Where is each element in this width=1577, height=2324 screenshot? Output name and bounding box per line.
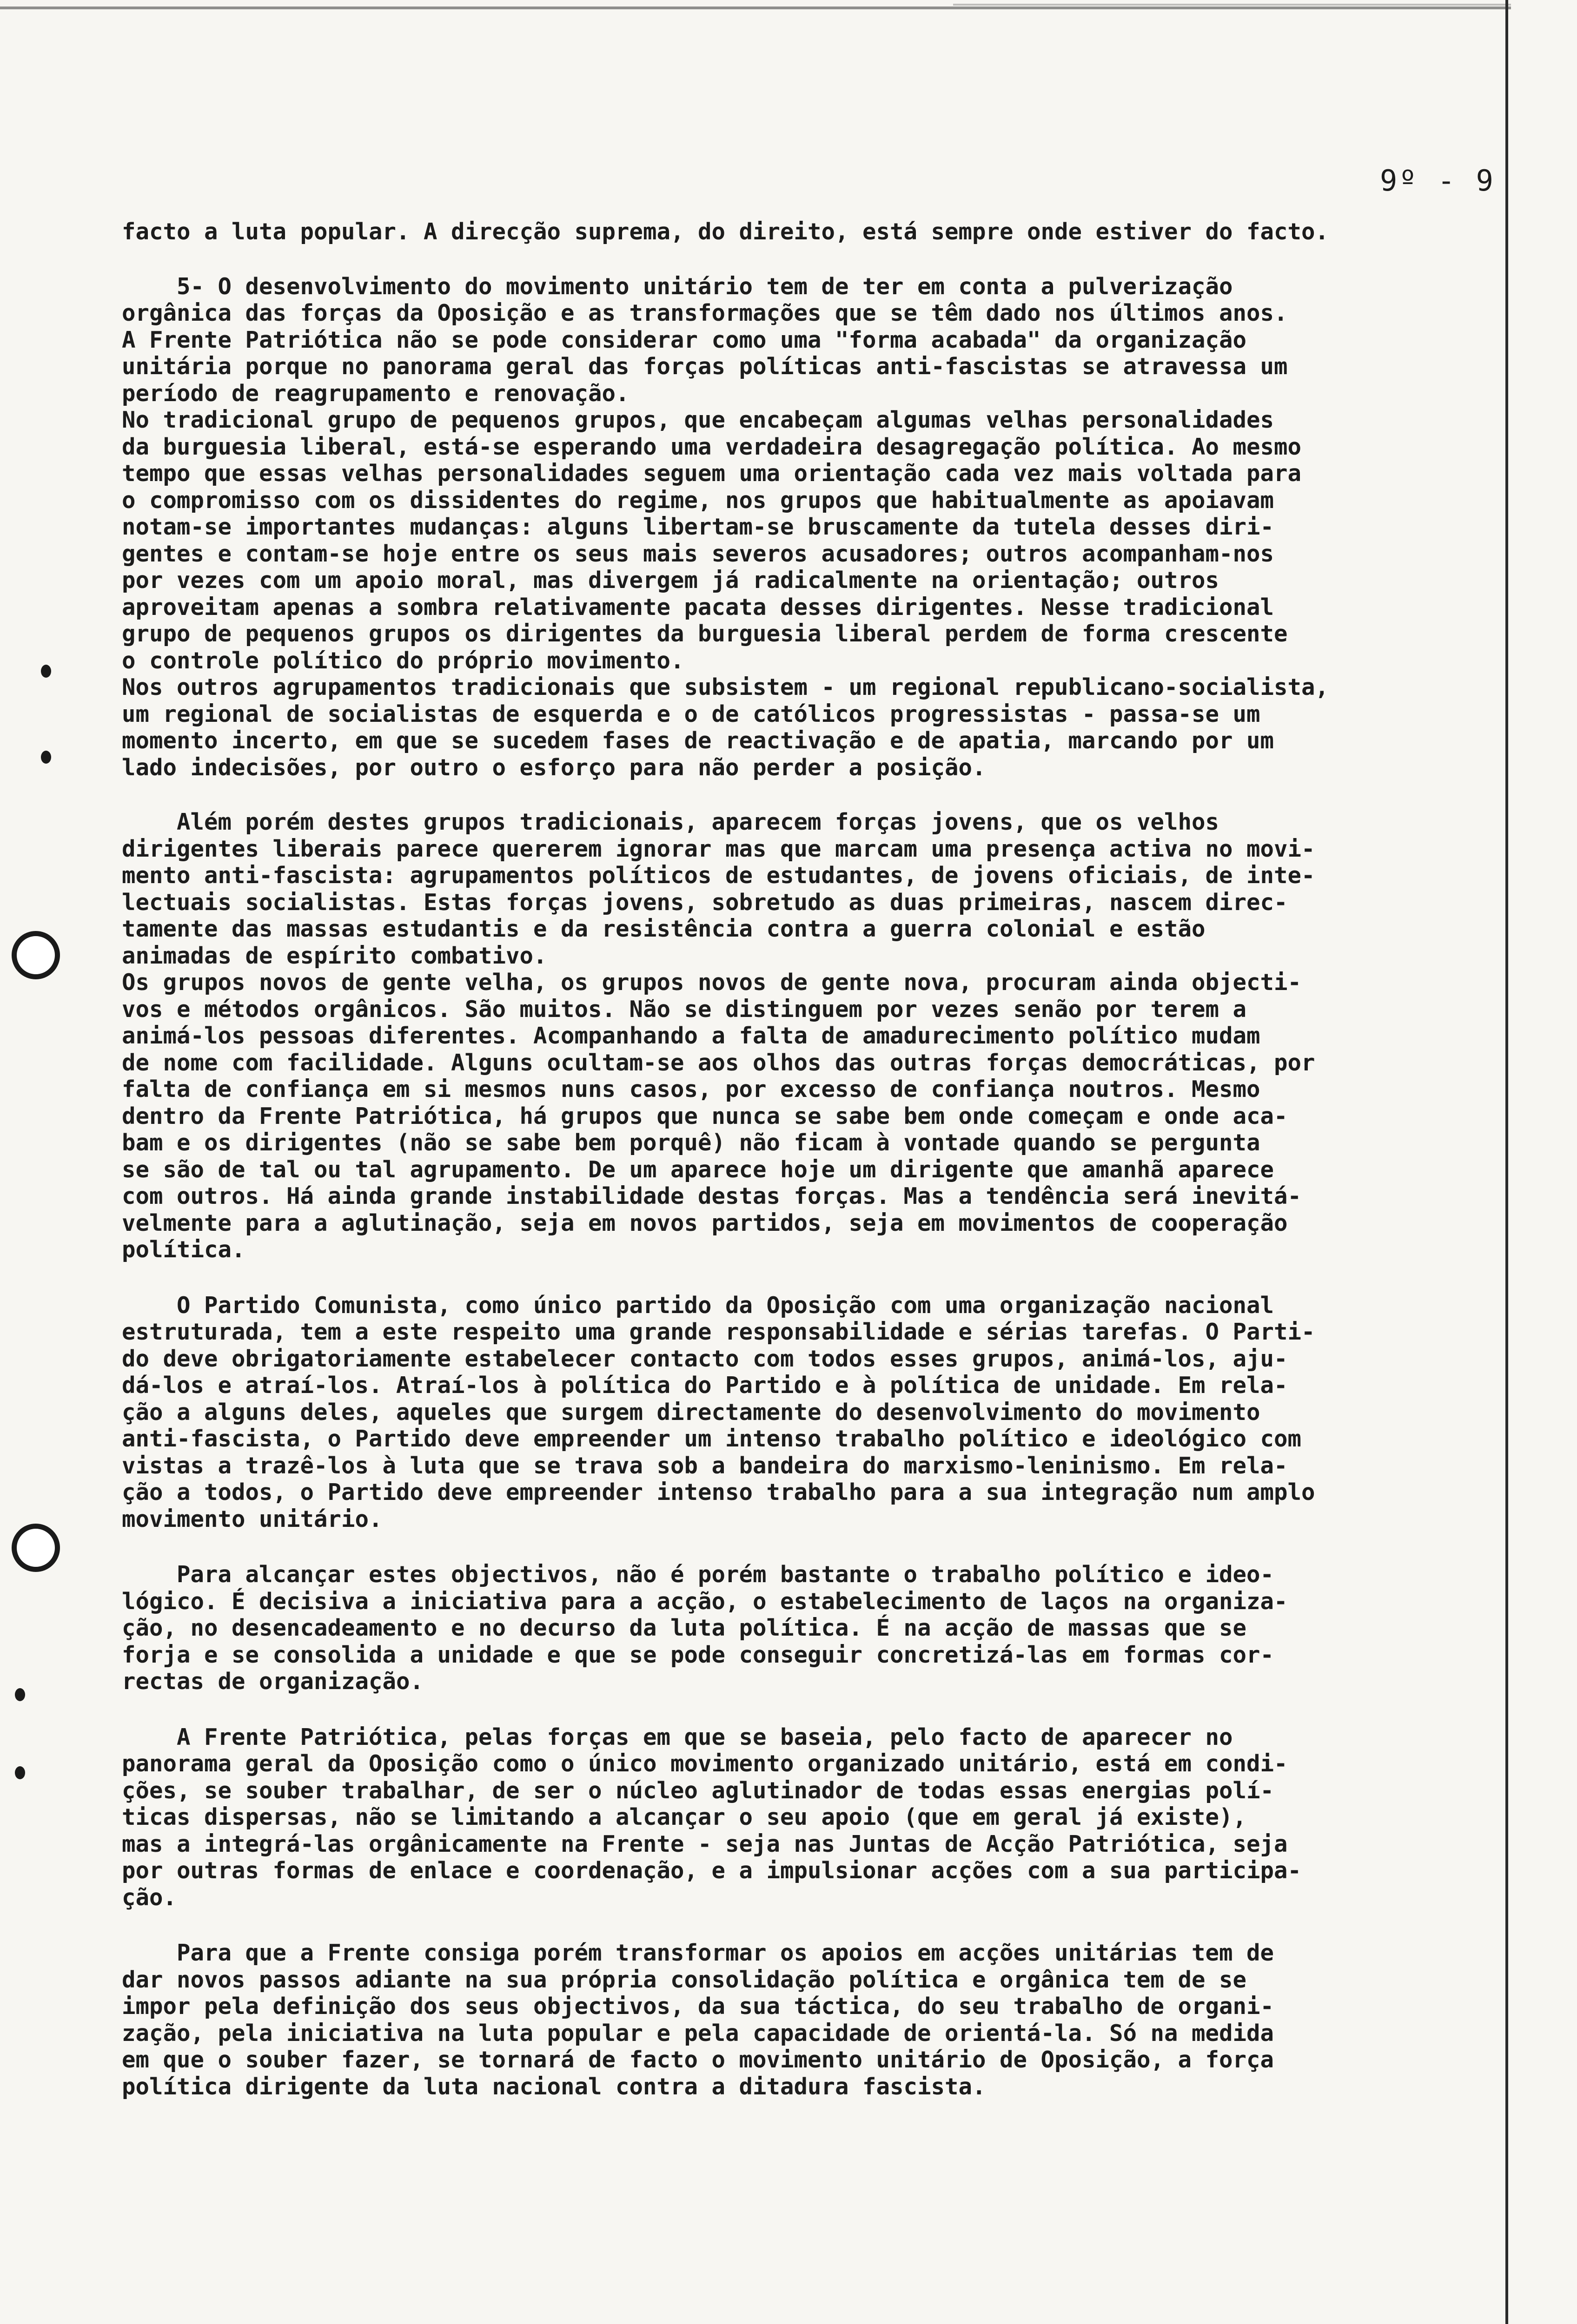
text-line: orgânica das forças da Oposição e as transformações que se têm dado nos últimos anos. xyxy=(122,300,1288,326)
text-line: impor pela definição dos seus objectivos, da sua táctica, do seu trabalho de organi- xyxy=(122,1993,1274,2020)
document-body xyxy=(122,218,1577,2100)
text-line: por vezes com um apoio moral, mas divergem já radicalmente na orientação; outros xyxy=(122,567,1219,594)
text-line: Para alcançar estes objectivos, não é porém bastante o trabalho político e ideo- xyxy=(122,1561,1274,1588)
text-line: O Partido Comunista, como único partido da Oposição com uma organização nacional xyxy=(122,1292,1274,1319)
text-line: aproveitam apenas a sombra relativamente pacata desses dirigentes. Nesse tradicional xyxy=(122,594,1274,621)
text-line: ções, se souber trabalhar, de ser o núcleo aglutinador de todas essas energias polí- xyxy=(122,1777,1274,1804)
text-line: animadas de espírito combativo. xyxy=(122,942,547,969)
text-line: ção, no desencadeamento e no decurso da luta política. É na acção de massas que se xyxy=(122,1615,1247,1641)
text-line: panorama geral da Oposição como o único movimento organizado unitário, está em condi- xyxy=(122,1750,1288,1777)
text-line: velmente para a aglutinação, seja em novos partidos, seja em movimentos de cooperação xyxy=(122,1209,1288,1236)
text-line: momento incerto, em que se sucedem fases de reactivação e de apatia, marcando por um xyxy=(122,727,1274,754)
text-line: dentro da Frente Patriótica, há grupos que nunca se sabe bem onde começam e onde aca- xyxy=(122,1103,1288,1129)
line-gap xyxy=(122,1911,1577,1940)
line-gap xyxy=(122,245,1577,273)
text-line: Além porém destes grupos tradicionais, aparecem forças jovens, que os velhos xyxy=(122,809,1219,835)
text-line: estruturada, tem a este respeito uma grande responsabilidade e sérias tarefas. O Parti- xyxy=(122,1319,1315,1345)
text-line: se são de tal ou tal agrupamento. De um aparece hoje um dirigente que amanhã aparece xyxy=(122,1156,1274,1183)
text-line: tempo que essas velhas personalidades seguem uma orientação cada vez mais voltada para xyxy=(122,460,1302,487)
text-line: ção a alguns deles, aqueles que surgem directamente do desenvolvimento do movimento xyxy=(122,1399,1260,1426)
text-line: anti-fascista, o Partido deve empreender um intenso trabalho político e ideológico com xyxy=(122,1426,1302,1452)
text-line: do deve obrigatoriamente estabelecer contacto com todos esses grupos, animá-los, aju- xyxy=(122,1345,1288,1372)
text-line: facto a luta popular. A direcção suprema, do direito, está sempre onde estiver do facto. xyxy=(122,218,1329,245)
bullet-mark-icon xyxy=(41,751,51,764)
text-line: unitária porque no panorama geral das forças políticas anti-fascistas se atravessa um xyxy=(122,353,1288,380)
text-line: rectas de organização. xyxy=(122,1668,424,1695)
text-line: A Frente Patriótica não se pode considerar como uma "forma acabada" da organização xyxy=(122,326,1247,353)
bullet-mark-icon xyxy=(41,665,51,678)
top-border-line xyxy=(0,7,1511,9)
text-line: ticas dispersas, não se limitando a alcançar o seu apoio (que em geral já existe), xyxy=(122,1804,1247,1830)
line-gap xyxy=(122,781,1577,809)
text-line: dar novos passos adiante na sua própria consolidação política e orgânica tem de se xyxy=(122,1966,1247,1993)
bullet-mark-icon xyxy=(15,1688,25,1701)
text-line: vistas a trazê-los à luta que se trava sob a bandeira do marxismo-leninismo. Em rela- xyxy=(122,1452,1288,1479)
text-line: vos e métodos orgânicos. São muitos. Não se distinguem por vezes senão por terem a xyxy=(122,996,1247,1023)
text-line: ção. xyxy=(122,1884,177,1911)
text-line: animá-los pessoas diferentes. Acompanhando a falta de amadurecimento político mudam xyxy=(122,1023,1260,1049)
text-line: dá-los e atraí-los. Atraí-los à política do Partido e à política de unidade. Em rela- xyxy=(122,1372,1288,1399)
text-line: dirigentes liberais parece quererem ignorar mas que marcam uma presença activa no movi- xyxy=(122,835,1315,862)
text-line: ção a todos, o Partido deve empreender intenso trabalho para a sua integração num amplo xyxy=(122,1479,1315,1505)
text-line: em que o souber fazer, se tornará de facto o movimento unitário de Oposição, a força xyxy=(122,2047,1274,2073)
bullet-mark-icon xyxy=(15,1766,25,1779)
text-line: política dirigente da luta nacional contra a ditadura fascista. xyxy=(122,2073,986,2100)
text-line: por outras formas de enlace e coordenação, e a impulsionar acções com a sua participa- xyxy=(122,1857,1302,1884)
top-border-line-secondary xyxy=(953,4,1511,6)
text-line: zação, pela iniciativa na luta popular e pela capacidade de orientá-la. Só na medida xyxy=(122,2020,1274,2047)
line-gap xyxy=(122,1532,1577,1561)
text-line: forja e se consolida a unidade e que se pode conseguir concretizá-las em formas cor- xyxy=(122,1641,1274,1668)
text-line: política. xyxy=(122,1236,245,1263)
text-line: o compromisso com os dissidentes do regime, nos grupos que habitualmente as apoiavam xyxy=(122,487,1274,514)
text-line: No tradicional grupo de pequenos grupos, que encabeçam algumas velhas personalidades xyxy=(122,407,1274,433)
text-line: Os grupos novos de gente velha, os grupos novos de gente nova, procuram ainda objecti- xyxy=(122,969,1302,996)
text-line: grupo de pequenos grupos os dirigentes da burguesia liberal perdem de forma crescente xyxy=(122,621,1288,647)
text-line: bam e os dirigentes (não se sabe bem porquê) não ficam à vontade quando se pergunta xyxy=(122,1129,1260,1156)
punch-hole-icon xyxy=(12,931,60,979)
text-line: lado indecisões, por outro o esforço para não perder a posição. xyxy=(122,754,986,781)
text-line: o controle político do próprio movimento. xyxy=(122,647,684,674)
text-line: A Frente Patriótica, pelas forças em que se baseia, pelo facto de aparecer no xyxy=(122,1723,1233,1750)
punch-hole-icon xyxy=(12,1524,60,1572)
text-line: falta de confiança em si mesmos nuns casos, por excesso de confiança noutros. Mesmo xyxy=(122,1076,1260,1103)
text-line: notam-se importantes mudanças: alguns libertam-se bruscamente da tutela desses diri- xyxy=(122,514,1274,540)
text-line: Para que a Frente consiga porém transformar os apoios em acções unitárias tem de xyxy=(122,1940,1274,1966)
text-line: lectuais socialistas. Estas forças jovens, sobretudo as duas primeiras, nascem direc- xyxy=(122,889,1288,916)
text-line: mento anti-fascista: agrupamentos políticos de estudantes, de jovens oficiais, de inte- xyxy=(122,862,1315,889)
text-line: gentes e contam-se hoje entre os seus mais severos acusadores; outros acompanham-nos xyxy=(122,540,1274,567)
line-gap xyxy=(122,1263,1577,1292)
text-line: de nome com facilidade. Alguns ocultam-se aos olhos das outras forças democráticas, por xyxy=(122,1049,1315,1076)
text-line: lógico. É decisiva a iniciativa para a acção, o estabelecimento de laços na organiza- xyxy=(122,1588,1288,1615)
text-line: mas a integrá-las orgânicamente na Frente - seja nas Juntas de Acção Patriótica, seja xyxy=(122,1830,1288,1857)
text-line: tamente das massas estudantis e da resistência contra a guerra colonial e estão xyxy=(122,916,1206,942)
text-line: movimento unitário. xyxy=(122,1505,383,1532)
text-line: com outros. Há ainda grande instabilidade destas forças. Mas a tendência será inevitá- xyxy=(122,1183,1302,1209)
text-line: período de reagrupamento e renovação. xyxy=(122,380,629,407)
text-line: um regional de socialistas de esquerda e o de católicos progressistas - passa-se um xyxy=(122,700,1260,727)
line-gap xyxy=(122,1695,1577,1724)
text-line: da burguesia liberal, está-se esperando uma verdadeira desagregação política. Ao mesmo xyxy=(122,433,1302,460)
text-line: 5- O desenvolvimento do movimento unitário tem de ter em conta a pulverização xyxy=(122,273,1233,300)
text-line: Nos outros agrupamentos tradicionais que subsistem - um regional republicano-socialista, xyxy=(122,674,1329,700)
page-number: 9º - 9 xyxy=(1380,164,1495,198)
